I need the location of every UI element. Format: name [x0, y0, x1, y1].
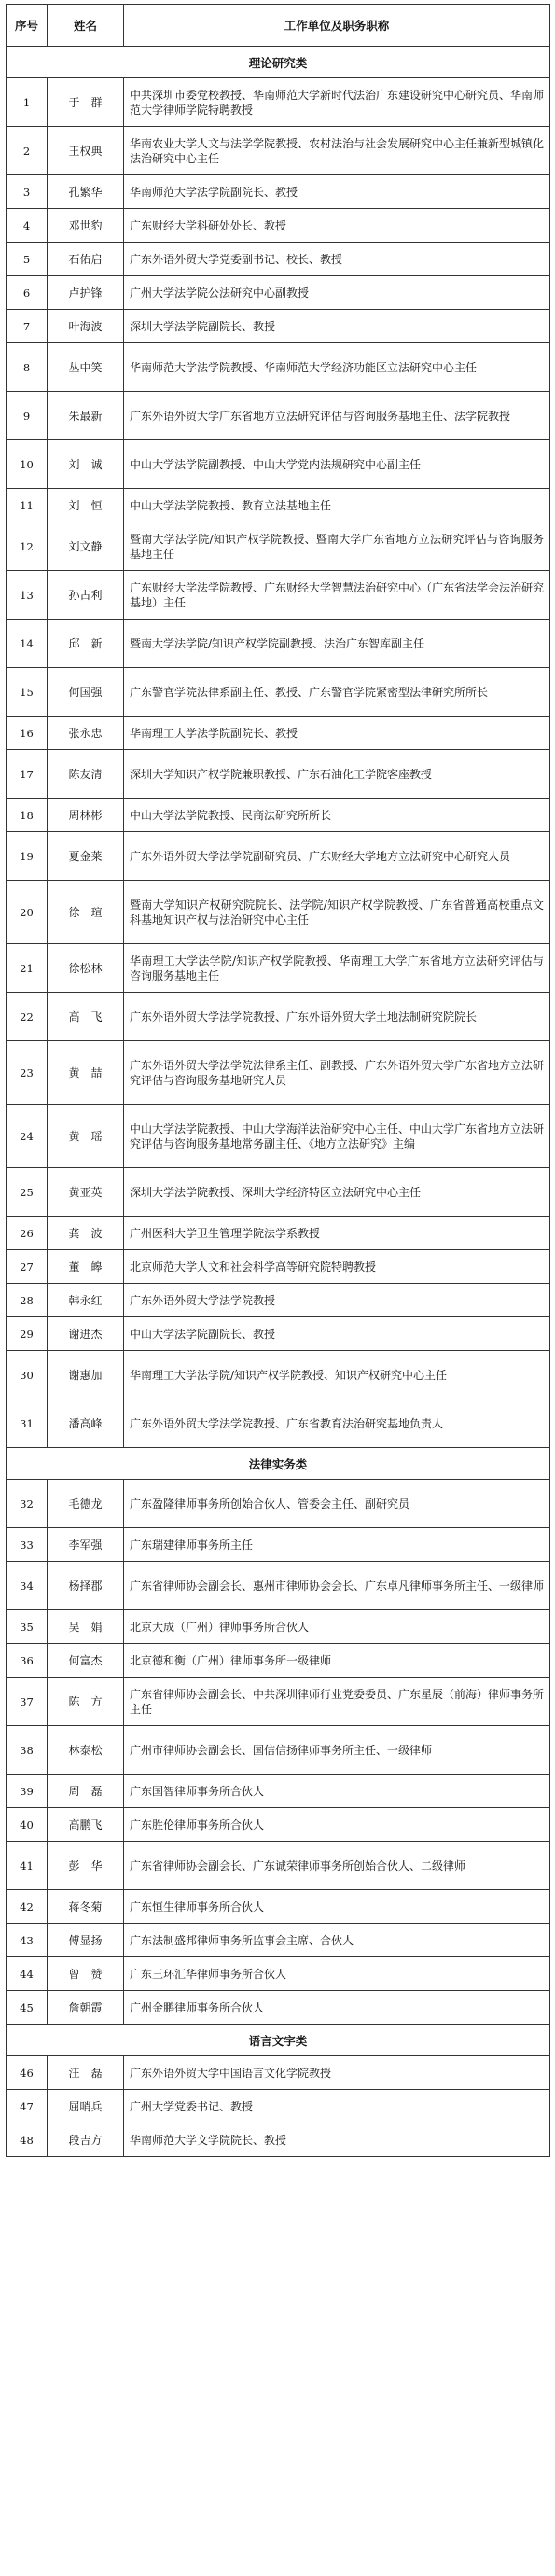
row-position: 广东法制盛邦律师事务所监事会主席、合伙人 [124, 1924, 550, 1957]
table-row [7, 620, 550, 668]
row-name: 高飞 [48, 993, 124, 1041]
row-number: 38 [7, 1726, 48, 1775]
table-row [7, 440, 550, 489]
row-name: 孙占利 [48, 571, 124, 620]
row-number: 39 [7, 1775, 48, 1808]
row-position: 广东外语外贸大学广东省地方立法研究评估与咨询服务基地主任、法学院教授 [124, 392, 550, 440]
section-title: 法律实务类 [7, 1448, 550, 1480]
row-position: 深圳大学法学院教授、深圳大学经济特区立法研究中心主任 [124, 1168, 550, 1217]
table-row [7, 1528, 550, 1562]
row-name: 张永忠 [48, 717, 124, 750]
table-row [7, 832, 550, 881]
row-position: 广东财经大学科研处处长、教授 [124, 209, 550, 243]
row-number: 18 [7, 799, 48, 832]
section-title: 理论研究类 [7, 47, 550, 78]
row-name: 杨择郡 [48, 1562, 124, 1610]
row-name: 黄瑶 [48, 1105, 124, 1168]
row-name: 陈方 [48, 1678, 124, 1726]
row-name: 王权典 [48, 127, 124, 175]
row-position: 暨南大学法学院/知识产权学院教授、暨南大学广东省地方立法研究评估与咨询服务基地主任 [124, 522, 550, 571]
row-number: 37 [7, 1678, 48, 1726]
row-number: 43 [7, 1924, 48, 1957]
row-name: 徐松林 [48, 944, 124, 993]
row-number: 22 [7, 993, 48, 1041]
table-row [7, 750, 550, 799]
table-row [7, 944, 550, 993]
row-position: 广东警官学院法律系副主任、教授、广东警官学院紧密型法律研究所所长 [124, 668, 550, 717]
row-number: 48 [7, 2123, 48, 2157]
row-position: 广州大学党委书记、教授 [124, 2090, 550, 2123]
row-position: 华南理工大学法学院/知识产权学院教授、华南理工大学广东省地方立法研究评估与咨询服务基地主任 [124, 944, 550, 993]
header-name: 姓名 [48, 5, 124, 47]
table-row [7, 571, 550, 620]
row-name: 丛中笑 [48, 343, 124, 392]
row-number: 34 [7, 1562, 48, 1610]
table-row [7, 1957, 550, 1991]
row-name: 徐瑄 [48, 881, 124, 944]
row-position: 中共深圳市委党校教授、华南师范大学新时代法治广东建设研究中心研究员、华南师范大学律师学院特聘教授 [124, 78, 550, 127]
row-name: 刘诚 [48, 440, 124, 489]
row-number: 9 [7, 392, 48, 440]
row-number: 15 [7, 668, 48, 717]
row-name: 邱新 [48, 620, 124, 668]
section-title: 语言文字类 [7, 2025, 550, 2056]
table-row [7, 1678, 550, 1726]
table-row [7, 1284, 550, 1317]
row-number: 5 [7, 243, 48, 276]
header-no: 序号 [7, 5, 48, 47]
row-name: 龚波 [48, 1217, 124, 1250]
row-name: 潘高峰 [48, 1399, 124, 1448]
table-row [7, 1610, 550, 1644]
row-position: 广东盈隆律师事务所创始合伙人、管委会主任、副研究员 [124, 1480, 550, 1528]
row-name: 邓世豹 [48, 209, 124, 243]
row-position: 北京德和衡（广州）律师事务所一级律师 [124, 1644, 550, 1678]
table-row [7, 1726, 550, 1775]
table-row [7, 1250, 550, 1284]
section-header-row [7, 1448, 550, 1480]
table-row [7, 343, 550, 392]
row-position: 广东国智律师事务所合伙人 [124, 1775, 550, 1808]
row-number: 33 [7, 1528, 48, 1562]
row-number: 13 [7, 571, 48, 620]
row-number: 45 [7, 1991, 48, 2025]
row-name: 毛德龙 [48, 1480, 124, 1528]
row-position: 广东外语外贸大学法学院教授、广东外语外贸大学土地法制研究院院长 [124, 993, 550, 1041]
row-position: 中山大学法学院教授、中山大学海洋法治研究中心主任、中山大学广东省地方立法研究评估与咨询服务基地常务副主任、《地方立法研究》主编 [124, 1105, 550, 1168]
table-row [7, 489, 550, 522]
row-name: 詹朝霞 [48, 1991, 124, 2025]
row-number: 41 [7, 1842, 48, 1890]
row-position: 华南农业大学人文与法学学院教授、农村法治与社会发展研究中心主任兼新型城镇化法治研究中心主任 [124, 127, 550, 175]
table-row [7, 392, 550, 440]
table-row [7, 209, 550, 243]
row-position: 深圳大学法学院副院长、教授 [124, 310, 550, 343]
table-row [7, 127, 550, 175]
row-position: 北京师范大学人文和社会科学高等研究院特聘教授 [124, 1250, 550, 1284]
table-row [7, 799, 550, 832]
row-number: 27 [7, 1250, 48, 1284]
table-row [7, 1351, 550, 1399]
table-row [7, 1399, 550, 1448]
table-row [7, 522, 550, 571]
table-row [7, 1808, 550, 1842]
row-name: 傅显扬 [48, 1924, 124, 1957]
row-name: 汪磊 [48, 2056, 124, 2090]
row-position: 北京大成（广州）律师事务所合伙人 [124, 1610, 550, 1644]
row-name: 刘恒 [48, 489, 124, 522]
row-name: 李军强 [48, 1528, 124, 1562]
row-number: 30 [7, 1351, 48, 1399]
table-row [7, 2123, 550, 2157]
row-name: 夏金莱 [48, 832, 124, 881]
row-name: 何国强 [48, 668, 124, 717]
row-number: 8 [7, 343, 48, 392]
row-name: 曾赞 [48, 1957, 124, 1991]
table-row [7, 1562, 550, 1610]
row-number: 16 [7, 717, 48, 750]
row-number: 12 [7, 522, 48, 571]
row-position: 深圳大学知识产权学院兼职教授、广东石油化工学院客座教授 [124, 750, 550, 799]
row-position: 中山大学法学院副院长、教授 [124, 1317, 550, 1351]
row-position: 广东省律师协会副会长、惠州市律师协会会长、广东卓凡律师事务所主任、一级律师 [124, 1562, 550, 1610]
table-row [7, 717, 550, 750]
table-row [7, 310, 550, 343]
table-row [7, 2090, 550, 2123]
expert-table [6, 4, 550, 2157]
row-name: 周林彬 [48, 799, 124, 832]
row-number: 28 [7, 1284, 48, 1317]
row-position: 广东财经大学法学院教授、广东财经大学智慧法治研究中心（广东省法学会法治研究基地）主任 [124, 571, 550, 620]
row-number: 23 [7, 1041, 48, 1105]
row-number: 19 [7, 832, 48, 881]
row-position: 华南理工大学法学院/知识产权学院教授、知识产权研究中心主任 [124, 1351, 550, 1399]
table-body [7, 47, 550, 2157]
row-number: 17 [7, 750, 48, 799]
row-position: 广东外语外贸大学法学院教授 [124, 1284, 550, 1317]
table-row [7, 1842, 550, 1890]
row-name: 周磊 [48, 1775, 124, 1808]
row-number: 26 [7, 1217, 48, 1250]
row-name: 林泰松 [48, 1726, 124, 1775]
row-name: 黄喆 [48, 1041, 124, 1105]
row-number: 10 [7, 440, 48, 489]
row-number: 35 [7, 1610, 48, 1644]
row-position: 中山大学法学院教授、民商法研究所所长 [124, 799, 550, 832]
row-number: 4 [7, 209, 48, 243]
row-position: 广州大学法学院公法研究中心副教授 [124, 276, 550, 310]
row-name: 石佑启 [48, 243, 124, 276]
row-name: 叶海波 [48, 310, 124, 343]
row-position: 华南师范大学法学院副院长、教授 [124, 175, 550, 209]
row-name: 屈哨兵 [48, 2090, 124, 2123]
table-row [7, 2056, 550, 2090]
row-position: 暨南大学法学院/知识产权学院副教授、法治广东智库副主任 [124, 620, 550, 668]
table-row [7, 276, 550, 310]
row-number: 40 [7, 1808, 48, 1842]
row-number: 32 [7, 1480, 48, 1528]
row-position: 广东省律师协会副会长、中共深圳律师行业党委委员、广东星辰（前海）律师事务所主任 [124, 1678, 550, 1726]
table-row [7, 1041, 550, 1105]
header-position: 工作单位及职务职称 [124, 5, 550, 47]
row-name: 于群 [48, 78, 124, 127]
table-row [7, 1317, 550, 1351]
row-number: 6 [7, 276, 48, 310]
row-position: 广东外语外贸大学党委副书记、校长、教授 [124, 243, 550, 276]
row-name: 陈友清 [48, 750, 124, 799]
row-number: 47 [7, 2090, 48, 2123]
row-position: 广东三环汇华律师事务所合伙人 [124, 1957, 550, 1991]
row-position: 广东外语外贸大学法学院副研究员、广东财经大学地方立法研究中心研究人员 [124, 832, 550, 881]
section-header-row [7, 2025, 550, 2056]
row-name: 高鹏飞 [48, 1808, 124, 1842]
row-number: 44 [7, 1957, 48, 1991]
row-name: 刘文静 [48, 522, 124, 571]
row-position: 华南师范大学法学院教授、华南师范大学经济功能区立法研究中心主任 [124, 343, 550, 392]
table-row [7, 1168, 550, 1217]
row-position: 暨南大学知识产权研究院院长、法学院/知识产权学院教授、广东省普通高校重点文科基地知识产权与法治研究中心主任 [124, 881, 550, 944]
row-number: 36 [7, 1644, 48, 1678]
row-number: 14 [7, 620, 48, 668]
row-position: 广东外语外贸大学法学院法律系主任、副教授、广东外语外贸大学广东省地方立法研究评估与咨询服务基地研究人员 [124, 1041, 550, 1105]
row-name: 段吉方 [48, 2123, 124, 2157]
row-position: 广东外语外贸大学中国语言文化学院教授 [124, 2056, 550, 2090]
table-row [7, 881, 550, 944]
row-position: 广东胜伦律师事务所合伙人 [124, 1808, 550, 1842]
row-number: 24 [7, 1105, 48, 1168]
row-position: 广州医科大学卫生管理学院法学系教授 [124, 1217, 550, 1250]
row-number: 3 [7, 175, 48, 209]
row-name: 蒋冬菊 [48, 1890, 124, 1924]
table-row [7, 175, 550, 209]
row-position: 广东恒生律师事务所合伙人 [124, 1890, 550, 1924]
table-row [7, 993, 550, 1041]
row-name: 谢进杰 [48, 1317, 124, 1351]
row-name: 董皞 [48, 1250, 124, 1284]
row-name: 卢护锋 [48, 276, 124, 310]
row-number: 21 [7, 944, 48, 993]
row-number: 2 [7, 127, 48, 175]
row-name: 何富杰 [48, 1644, 124, 1678]
row-position: 广州市律师协会副会长、国信信扬律师事务所主任、一级律师 [124, 1726, 550, 1775]
row-number: 7 [7, 310, 48, 343]
table-row [7, 1480, 550, 1528]
row-position: 华南理工大学法学院副院长、教授 [124, 717, 550, 750]
table-row [7, 1105, 550, 1168]
row-number: 29 [7, 1317, 48, 1351]
row-position: 中山大学法学院教授、教育立法基地主任 [124, 489, 550, 522]
row-position: 广东外语外贸大学法学院教授、广东省教育法治研究基地负责人 [124, 1399, 550, 1448]
row-number: 11 [7, 489, 48, 522]
table-row [7, 1890, 550, 1924]
row-name: 彭华 [48, 1842, 124, 1890]
row-position: 广州金鹏律师事务所合伙人 [124, 1991, 550, 2025]
row-number: 31 [7, 1399, 48, 1448]
row-name: 谢惠加 [48, 1351, 124, 1399]
row-position: 华南师范大学文学院院长、教授 [124, 2123, 550, 2157]
row-position: 广东省律师协会副会长、广东诚荣律师事务所创始合伙人、二级律师 [124, 1842, 550, 1890]
row-position: 广东瑞建律师事务所主任 [124, 1528, 550, 1562]
row-name: 韩永红 [48, 1284, 124, 1317]
section-header-row [7, 47, 550, 78]
row-number: 46 [7, 2056, 48, 2090]
row-position: 中山大学法学院副教授、中山大学党内法规研究中心副主任 [124, 440, 550, 489]
table-row [7, 78, 550, 127]
table-row [7, 1775, 550, 1808]
table-row [7, 668, 550, 717]
row-name: 朱最新 [48, 392, 124, 440]
table-row [7, 1991, 550, 2025]
row-name: 孔繁华 [48, 175, 124, 209]
table-row [7, 243, 550, 276]
row-number: 42 [7, 1890, 48, 1924]
header-row [7, 5, 550, 47]
table-row [7, 1644, 550, 1678]
row-name: 黄亚英 [48, 1168, 124, 1217]
row-number: 20 [7, 881, 48, 944]
row-name: 吴娟 [48, 1610, 124, 1644]
row-number: 1 [7, 78, 48, 127]
row-number: 25 [7, 1168, 48, 1217]
table-row [7, 1217, 550, 1250]
table-row [7, 1924, 550, 1957]
